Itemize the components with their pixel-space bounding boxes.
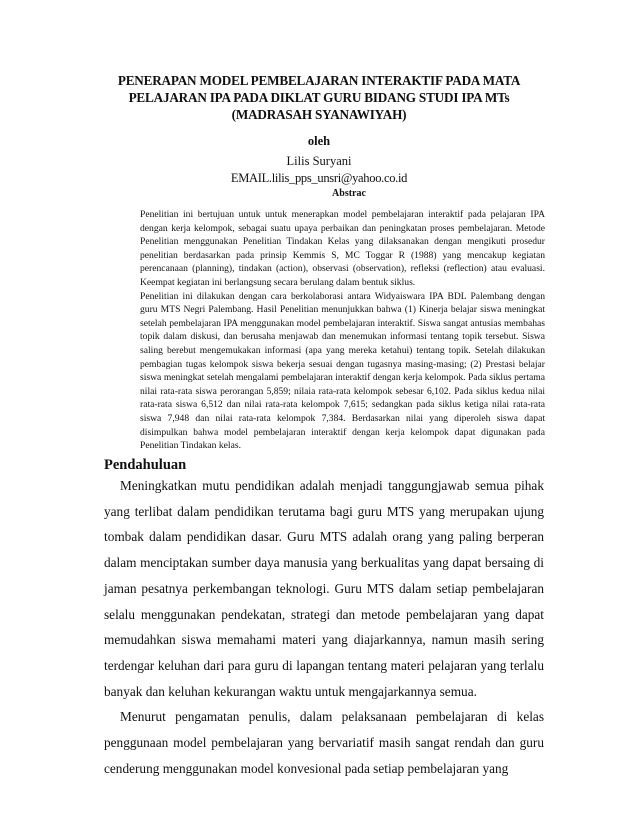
author-email: EMAIL.lilis_pps_unsri@yahoo.co.id	[230, 171, 408, 185]
section-heading: Pendahuluan	[104, 457, 187, 473]
title-line-1: PENERAPAN MODEL PEMBELAJARAN INTERAKTIF PADA MATA	[117, 73, 521, 88]
title-line-3: (MADRASAH SYANAWIYAH)	[231, 107, 407, 122]
byline-oleh: oleh	[307, 134, 331, 148]
abstract-paragraph-2: Penelitian ini dilakukan dengan cara berkolaborasi antara Widyaiswara IPA BDL Palembang dengan guru MTS Negri Palembang. Hasil Penelitian menunjukkan bahwa (1) Kinerja belajar siswa meningkat setelah pembelajaran IPA menggunakan model pembelajaran interaktif. Siswa sangat antusias membahas topik dalam diskusi, dan berusaha menjawab dan menemukan informasi tentang topik tersebut. Siswa saling berebut mengemukakan informasi (apa yang mereka ketahui) tentang topik. Setelah dilakukan pembagian tugas kelompok siswa bekerja sesuai dengan tugasnya masing-masing; (2) Prestasi belajar siswa meningkat setelah mengalami pembelajaran interaktif dengan kerja kelompok. Pada siklus pertama nilai rata-rata siswa perorangan 5,859; nilaia rata-rata kelompok sebesar 6,102. Pada siklus kedua nilai rata-rata siswa 6,512 dan nilai rata-rata kelompok 7,615; sedangkan pada siklus ketiga nilai rata-rata siswa 7,948 dan nilai rata-rata kelompok 7,384. Berdasarkan nilai yang diperoleh siswa dapat disimpulkan bahwa model pembelajaran interaktif dengan kerja kelompok dapat digunakan pada Penelitian Tindakan kelas.	[140, 290, 545, 452]
body-paragraph-1: Meningkatkan mutu pendidikan adalah menjadi tanggungjawab semua pihak yang terlibat dalam pendidikan terutama bagi guru MTS yang merupakan ujung tombak dalam pendidikan dasar. Guru MTS adalah orang yang paling berperan dalam menciptakan sumber daya manusia yang berkualitas yang dapat bersaing di jaman pesatnya perkembangan teknologi. Guru MTS dalam setiap pembelajaran selalu menggunakan pendekatan, strategi dan metode pembelajaran yang dapat memudahkan siswa memahami materi yang diajarkannya, namun masih sering terdengar keluhan dari para guru di lapangan tentang materi pelajaran yang terlalu banyak dan keluhan kekurangan waktu untuk mengajarkannya semua.	[104, 478, 544, 699]
introduction-body	[104, 473, 544, 781]
author-name: Lilis Suryani	[286, 154, 352, 168]
abstract-heading: Abstrac	[332, 188, 366, 199]
paper-title	[96, 72, 542, 123]
title-line-2: PELAJARAN IPA PADA DIKLAT GURU BIDANG STUDI IPA MTs	[128, 90, 510, 105]
body-paragraph-2: Menurut pengamatan penulis, dalam pelaksanaan pembelajaran di kelas penggunaan model pembelajaran yang bervariatif masih sangat rendah dan guru cenderung menggunakan model konvesional pada setiap pembelajaran yang	[104, 709, 544, 776]
abstract-paragraph-1: Penelitian ini bertujuan untuk untuk menerapkan model pembelajaran interaktif pada pelajaran IPA dengan kerja kelompok, sebagai suatu upaya perbaikan dan peningkatan proses pembelajaran. Metode Penelitian menggunakan Penelitian Tindakan Kelas yang dilaksanakan dengan mengikuti prosedur penelitian berdasarkan pada prinsip Kemmis S, MC Toggar R (1988) yang mencakup kegiatan perencanaan (planning), tindakan (action), observasi (observation), refleksi (reflection) atau evaluasi. Keempat kegiatan ini berlangsung secara berulang dalam bentuk siklus.	[140, 209, 545, 288]
abstract-body	[140, 208, 545, 453]
